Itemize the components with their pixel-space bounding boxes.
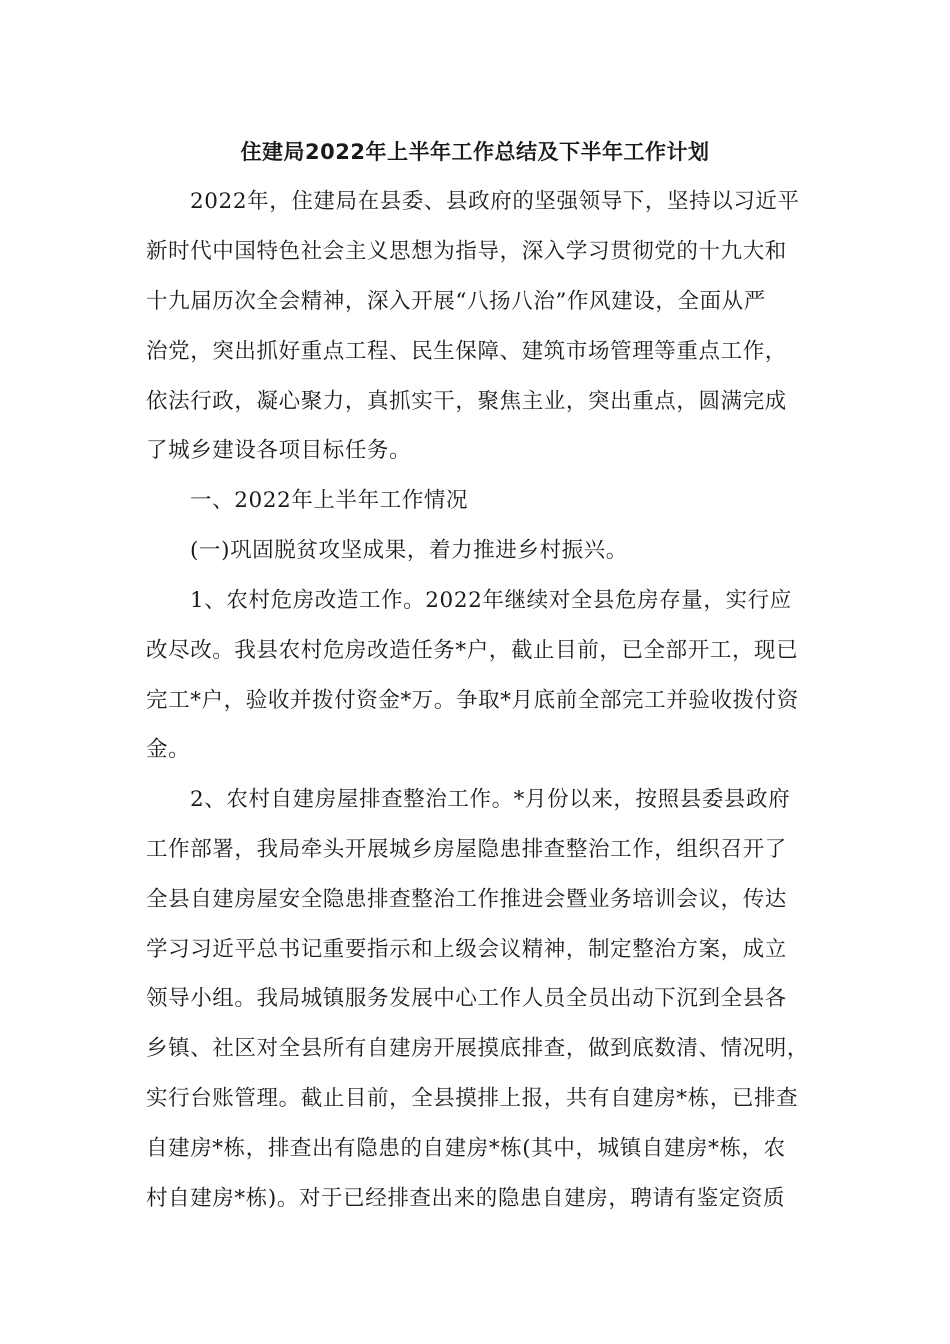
body-line: 村自建房*栋)。对于已经排查出来的隐患自建房，聘请有鉴定资质: [146, 1186, 786, 1211]
body-line: 领导小组。我局城镇服务发展中心工作人员全员出动下沉到全县各: [146, 986, 787, 1011]
body-line: 乡镇、社区对全县所有自建房开展摸底排查，做到底数清、情况明，: [146, 1036, 810, 1061]
body-line: 1、农村危房改造工作。2022年继续对全县危房存量，实行应: [190, 588, 792, 613]
body-line: 实行台账管理。截止目前，全县摸排上报，共有自建房*栋，已排查: [146, 1086, 799, 1111]
body-line: 新时代中国特色社会主义思想为指导，深入学习贯彻党的十九大和: [146, 239, 787, 264]
body-line: 改尽改。我县农村危房改造任务*户，截止目前，已全部开工，现已: [146, 638, 799, 663]
body-line: 完工*户，验收并拨付资金*万。争取*月底前全部完工并验收拨付资: [146, 688, 799, 713]
body-line: 2、农村自建房屋排查整治工作。*月份以来，按照县委县政府: [190, 787, 791, 812]
body-line: 2022年，住建局在县委、县政府的坚强领导下，坚持以习近平: [190, 189, 800, 214]
section-heading: 一、2022年上半年工作情况: [190, 488, 469, 513]
body-line: 治党，突出抓好重点工程、民生保障、建筑市场管理等重点工作，: [146, 339, 787, 364]
page-title: 住建局2022年上半年工作总结及下半年工作计划: [240, 140, 710, 164]
subsection-heading: (一)巩固脱贫攻坚成果，着力推进乡村振兴。: [190, 538, 628, 563]
body-line: 金。: [146, 737, 191, 762]
body-line: 自建房*栋，排查出有隐患的自建房*栋(其中，城镇自建房*栋，农: [146, 1136, 786, 1161]
body-line: 十九届历次全会精神，深入开展“八扬八治”作风建设，全面从严: [146, 289, 766, 314]
body-line: 依法行政，凝心聚力，真抓实干，聚焦主业，突出重点，圆满完成: [146, 389, 787, 414]
body-line: 工作部署，我局牵头开展城乡房屋隐患排查整治工作，组织召开了: [146, 837, 787, 862]
body-line: 全县自建房屋安全隐患排查整治工作推进会暨业务培训会议，传达: [146, 887, 787, 912]
body-line: 了城乡建设各项目标任务。: [146, 438, 412, 463]
body-line: 学习习近平总书记重要指示和上级会议精神，制定整治方案，成立: [146, 937, 787, 962]
